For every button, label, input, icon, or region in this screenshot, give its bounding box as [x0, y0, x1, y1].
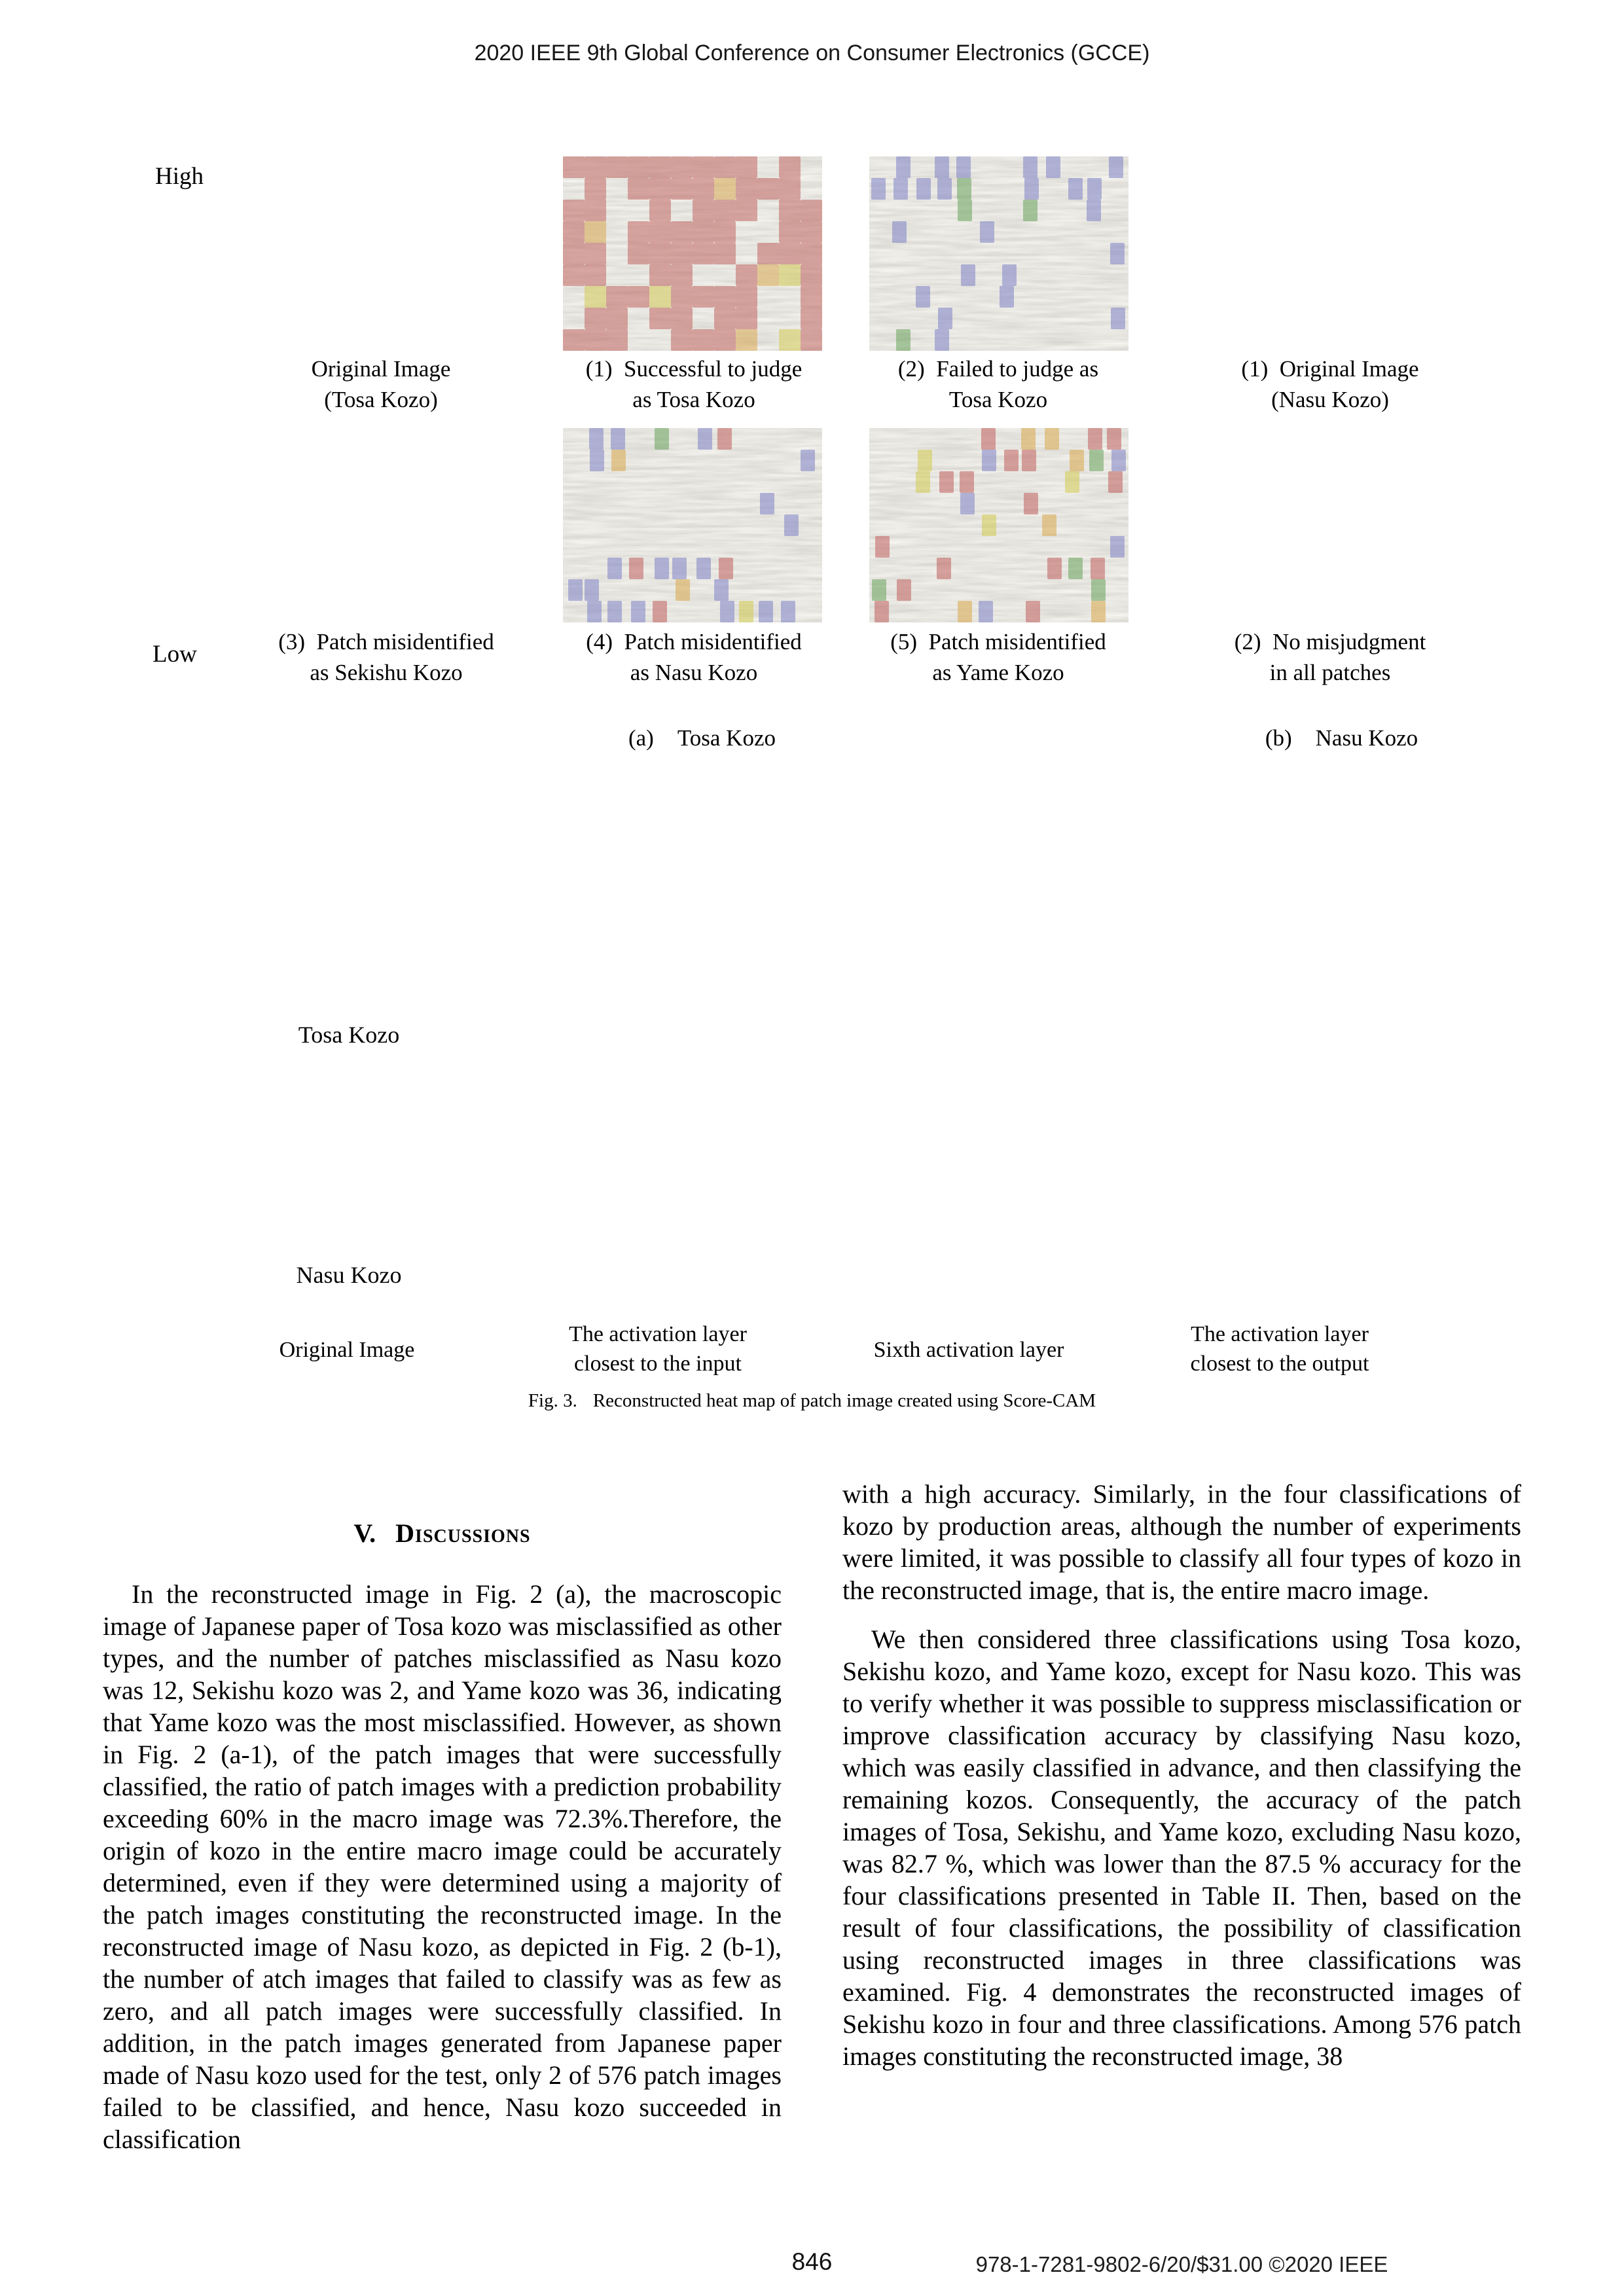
heat-patch-orange — [736, 329, 757, 351]
heatmap-scale-low-label: Low — [153, 641, 197, 668]
heat-patch-red — [693, 200, 714, 221]
heat-patch-red — [714, 156, 736, 178]
subfigure-text: Nasu Kozo — [1315, 725, 1418, 751]
subfigure-text: Tosa Kozo — [677, 725, 776, 751]
heat-patch-red — [649, 200, 671, 221]
heat-patch-red — [649, 178, 671, 200]
heat-patch-blue — [585, 579, 599, 601]
heat-patch-blue — [672, 558, 687, 579]
heat-patch-red — [897, 579, 911, 601]
heat-patch-green — [872, 579, 886, 601]
heat-patch-blue — [589, 428, 604, 450]
caption-3-sekishu — [229, 626, 543, 688]
heatmap-scale-high-label: High — [155, 163, 204, 190]
caption-line: (5) Patch misidentified — [890, 629, 1106, 655]
figure-caption-text: Reconstructed heat map of patch image created using Score-CAM — [592, 1390, 1096, 1411]
heat-patch-orange — [1021, 428, 1036, 450]
heat-patch-red — [671, 286, 693, 308]
caption-line: Tosa Kozo — [948, 387, 1048, 412]
section-number: V. — [353, 1518, 376, 1548]
heat-patch-red — [981, 428, 996, 450]
heat-patch-red — [1024, 493, 1038, 514]
heat-patch-blue — [979, 601, 993, 622]
heat-patch-blue — [960, 493, 975, 514]
caption-line: (4) Patch misidentified — [586, 629, 802, 655]
heat-patch-red — [693, 329, 714, 351]
figure-caption — [0, 1390, 1624, 1412]
col-label-original — [190, 1335, 504, 1365]
caption-original-nasu — [1173, 353, 1487, 415]
heat-patch-blue — [696, 558, 711, 579]
heat-patch-blue — [760, 493, 774, 514]
heat-patch-yellow — [739, 601, 753, 622]
caption-4-nasu — [537, 626, 851, 688]
caption-line: as Sekishu Kozo — [310, 660, 463, 685]
heat-patch-red — [585, 308, 606, 329]
caption-line: (Nasu Kozo) — [1271, 387, 1389, 412]
heat-patch-red — [585, 264, 606, 286]
heat-patch-red — [719, 558, 733, 579]
heat-patch-red — [1088, 428, 1102, 450]
heat-patch-red — [585, 329, 606, 351]
heat-patch-red — [649, 156, 671, 178]
subfigure-label-b — [1173, 699, 1487, 778]
heat-patch-yellow — [916, 471, 930, 493]
heat-patch-blue — [937, 178, 952, 200]
heat-patch-green — [896, 329, 911, 351]
heat-patch-red — [779, 200, 801, 221]
heat-patch-red — [606, 286, 628, 308]
heat-patch-yellow — [1065, 471, 1079, 493]
heat-patch-blue — [1111, 308, 1125, 329]
page-number: 846 — [791, 2248, 833, 2275]
heat-patch-red — [653, 601, 667, 622]
caption-1-successful — [537, 353, 851, 415]
heat-patch-orange — [714, 178, 736, 200]
heat-patch-blue — [1046, 156, 1060, 178]
heat-patch-yellow — [585, 286, 606, 308]
section-heading — [103, 1517, 782, 1549]
heat-patch-blue — [916, 178, 931, 200]
heat-patch-red — [757, 178, 779, 200]
heat-patch-red — [736, 200, 757, 221]
heat-patch-blue — [935, 329, 949, 351]
section-title: Discussions — [395, 1518, 531, 1548]
heat-patch-orange — [1070, 450, 1084, 471]
heat-patch-blue — [714, 579, 729, 601]
heat-patch-blue — [587, 601, 602, 622]
heat-patch-red — [628, 221, 649, 243]
heat-patch-red — [671, 264, 693, 286]
heat-patch-orange — [1091, 601, 1106, 622]
heat-patch-blue — [956, 156, 971, 178]
body-paragraph: In the reconstructed image in Fig. 2 (a), the macroscopic image of Japanese paper of Tosa kozo was misclassified as other types, and the number of patches misclassified as Nasu kozo was 12, Sekishu kozo was 2, and Yame kozo was 36, indicating that Yame kozo was the most misclassified. However, as shown in Fig. 2 (a-1), of the patch images that were successfully classified, the ratio of patch images with a prediction probability exceeding 60% in the macro image was 72.3%.Therefore, the origin of kozo in the entire macro image could be accurately determined, even if they were determined using a majority of the patch images constituting the reconstructed image. In the reconstructed image of Nasu kozo, as depicted in Fig. 2 (b-1), the number of atch images that failed to classify was as few as zero, and all patch images were successfully classified. In addition, in the patch images generated from Japanese paper made of Nasu kozo used for the test, only 2 of 576 patch images failed to be classified, and hence, Nasu kozo succeeded in classification — [103, 1579, 782, 2154]
heat-patch-blue — [1087, 178, 1102, 200]
heat-patch-red — [714, 221, 736, 243]
caption-line: Original Image — [279, 1338, 415, 1362]
heat-patch-blue — [935, 156, 949, 178]
heat-patch-blue — [1110, 536, 1125, 558]
heat-patch-yellow — [779, 264, 801, 286]
heat-patch-blue — [893, 178, 908, 200]
row-label-tosa: Tosa Kozo — [298, 1022, 400, 1048]
heat-patch-red — [736, 286, 757, 308]
heat-patch-green — [655, 428, 669, 450]
caption-line: (2) No misjudgment — [1234, 629, 1426, 655]
heat-patch-blue — [1024, 178, 1039, 200]
heat-patch-red — [563, 221, 585, 243]
heat-patch-blue — [938, 308, 952, 329]
heat-patch-red — [671, 221, 693, 243]
figure-caption-label: Fig. 3. — [528, 1390, 577, 1411]
heat-patch-red — [563, 329, 585, 351]
heat-patch-red — [1026, 601, 1040, 622]
heat-patch-red — [736, 308, 757, 329]
caption-line: as Nasu Kozo — [630, 660, 758, 685]
heatmap-image-misidentified-nasu — [563, 428, 822, 622]
heat-patch-red — [693, 243, 714, 264]
heat-patch-red — [563, 243, 585, 264]
caption-line: closest to the output — [1190, 1352, 1369, 1376]
heat-patch-blue — [784, 514, 799, 536]
heat-patch-blue — [982, 450, 996, 471]
caption-line: (1) Successful to judge — [585, 356, 803, 382]
heat-patch-red — [801, 243, 822, 264]
caption-line: The activation layer — [569, 1322, 747, 1346]
heat-patch-red — [693, 178, 714, 200]
heat-patch-red — [649, 308, 671, 329]
heat-patch-red — [671, 156, 693, 178]
heat-patch-red — [779, 243, 801, 264]
heat-patch-red — [693, 221, 714, 243]
heat-patch-red — [714, 200, 736, 221]
caption-line: in all patches — [1269, 660, 1391, 685]
heat-patch-orange — [1045, 428, 1059, 450]
heat-patch-blue — [631, 601, 645, 622]
heat-patch-red — [714, 308, 736, 329]
heat-patch-green — [1089, 450, 1104, 471]
heat-patch-red — [563, 200, 585, 221]
conference-header: 2020 IEEE 9th Global Conference on Consumer Electronics (GCCE) — [474, 41, 1150, 65]
heat-patch-green — [1068, 558, 1083, 579]
heat-patch-red — [671, 308, 693, 329]
col-label-closest-output — [1123, 1319, 1437, 1378]
heat-patch-blue — [1023, 156, 1038, 178]
heat-patch-red — [736, 264, 757, 286]
heat-patch-red — [939, 471, 954, 493]
heat-patch-red — [801, 221, 822, 243]
heatmap-image-tosa-successful — [563, 156, 822, 351]
heat-patch-orange — [958, 601, 972, 622]
heat-patch-orange — [1042, 514, 1056, 536]
heat-patch-red — [585, 178, 606, 200]
caption-line: as Yame Kozo — [932, 660, 1064, 685]
heat-patch-blue — [781, 601, 795, 622]
heat-patch-blue — [961, 264, 975, 286]
heat-patch-blue — [568, 579, 583, 601]
heat-patch-yellow — [649, 286, 671, 308]
subfigure-letter: (a) — [628, 725, 654, 751]
heat-patch-blue — [1110, 243, 1125, 264]
heat-patch-red — [606, 308, 628, 329]
col-label-sixth — [812, 1335, 1126, 1365]
heat-patch-green — [958, 200, 972, 221]
heat-patch-red — [585, 243, 606, 264]
heat-patch-red — [1047, 558, 1062, 579]
subfigure-label-a — [533, 699, 848, 778]
heat-patch-red — [779, 221, 801, 243]
heat-patch-blue — [1087, 200, 1101, 221]
body-paragraph: We then considered three classifications using Tosa kozo, Sekishu kozo, and Yame kozo, except for Nasu kozo. This was to verify whether it was possible to suppress misclassification or improve classification accuracy by classifying Nasu kozo, which was easily classified in advance, and then classifying the remaining kozos. Consequently, the accuracy of the patch images of Tosa, Sekishu, and Yame kozo, excluding Nasu kozo, was 82.7 %, which was lower than the 87.5 % accuracy for the four classifications presented in Table II. Then, based on the result of four classifications, the possibility of classification using reconstructed images in three classifications was examined. Fig. 4 demonstrates the reconstructed images of Sekishu kozo in four and three classifications. Among 576 patch images constituting the reconstructed image, 38 — [842, 1624, 1521, 2071]
heat-patch-red — [1004, 450, 1019, 471]
heat-patch-red — [801, 200, 822, 221]
heat-patch-red — [563, 264, 585, 286]
body-paragraph: with a high accuracy. Similarly, in the four classifications of kozo by production areas, although the number of experiments were limited, it was possible to classify all four types of kozo in the reconstructed image, that is, the entire macro image. — [842, 1479, 1521, 1605]
heat-patch-red — [714, 329, 736, 351]
heat-patch-blue — [1002, 264, 1017, 286]
heat-patch-red — [628, 286, 649, 308]
caption-line: The activation layer — [1191, 1322, 1369, 1346]
heat-patch-blue — [871, 178, 886, 200]
heat-patch-blue — [1068, 178, 1083, 200]
heat-patch-red — [1022, 450, 1036, 471]
heat-patch-red — [649, 221, 671, 243]
heatmap-image-tosa-failed — [869, 156, 1128, 351]
left-column — [103, 1517, 782, 2155]
heat-patch-red — [801, 264, 822, 286]
heat-patch-blue — [801, 450, 815, 471]
heat-patch-green — [1091, 579, 1106, 601]
heat-patch-red — [671, 243, 693, 264]
heat-patch-blue — [611, 428, 625, 450]
heat-patch-orange — [611, 450, 626, 471]
caption-line: Sixth activation layer — [873, 1338, 1064, 1362]
heat-patch-yellow — [918, 450, 932, 471]
heat-patch-red — [937, 558, 951, 579]
heat-patch-blue — [607, 558, 622, 579]
heat-patch-green — [957, 178, 971, 200]
heat-patch-orange — [676, 579, 690, 601]
heat-patch-red — [606, 329, 628, 351]
heat-patch-blue — [896, 156, 911, 178]
caption-2-no-misjudgment — [1173, 626, 1487, 688]
col-label-closest-input — [501, 1319, 815, 1378]
caption-line: Original Image — [311, 356, 451, 382]
right-column — [842, 1478, 1521, 2072]
caption-original-tosa — [224, 353, 538, 415]
copyright-notice: 978-1-7281-9802-6/20/$31.00 ©2020 IEEE — [975, 2252, 1388, 2276]
heat-patch-red — [714, 286, 736, 308]
caption-line: closest to the input — [574, 1352, 742, 1376]
heat-patch-green — [1023, 200, 1038, 221]
heat-patch-blue — [980, 221, 994, 243]
heat-patch-blue — [590, 450, 604, 471]
heat-patch-red — [801, 286, 822, 308]
heat-patch-red — [671, 178, 693, 200]
heat-patch-blue — [607, 601, 622, 622]
row-label-nasu: Nasu Kozo — [296, 1262, 402, 1288]
heat-patch-red — [779, 156, 801, 178]
heat-patch-yellow — [779, 329, 801, 351]
caption-line: (3) Patch misidentified — [278, 629, 494, 655]
heat-patch-red — [649, 243, 671, 264]
heat-patch-blue — [1000, 286, 1014, 308]
heat-patch-blue — [759, 601, 773, 622]
heat-patch-blue — [892, 221, 907, 243]
heat-patch-red — [628, 156, 649, 178]
heat-patch-red — [757, 243, 779, 264]
caption-2-failed — [841, 353, 1155, 415]
heat-patch-red — [717, 428, 732, 450]
heat-patch-red — [649, 264, 671, 286]
heat-patch-red — [714, 243, 736, 264]
heat-patch-red — [960, 471, 974, 493]
heat-patch-red — [1091, 558, 1105, 579]
heat-patch-blue — [1111, 450, 1126, 471]
heat-patch-yellow — [982, 514, 996, 536]
heat-patch-red — [628, 243, 649, 264]
heatmap-image-misidentified-yame — [869, 428, 1128, 622]
heat-patch-red — [693, 156, 714, 178]
caption-line: (Tosa Kozo) — [324, 387, 438, 412]
caption-5-yame — [841, 626, 1155, 688]
heat-patch-red — [779, 178, 801, 200]
caption-line: as Tosa Kozo — [632, 387, 755, 412]
heat-patch-red — [693, 286, 714, 308]
heat-patch-blue — [1109, 156, 1123, 178]
heat-patch-red — [736, 178, 757, 200]
heat-patch-orange — [585, 221, 606, 243]
heat-patch-blue — [655, 558, 669, 579]
heat-patch-red — [585, 200, 606, 221]
heat-patch-red — [801, 308, 822, 329]
heat-patch-red — [801, 329, 822, 351]
heat-patch-red — [563, 156, 585, 178]
heat-patch-blue — [720, 601, 734, 622]
heat-patch-blue — [916, 286, 930, 308]
subfigure-letter: (b) — [1265, 725, 1292, 751]
caption-line: (1) Original Image — [1241, 356, 1419, 382]
heat-patch-red — [629, 558, 643, 579]
heat-patch-red — [1107, 428, 1121, 450]
heat-patch-red — [671, 329, 693, 351]
caption-line: (2) Failed to judge as — [897, 356, 1099, 382]
heat-patch-red — [736, 156, 757, 178]
heat-patch-red — [1108, 471, 1123, 493]
heat-patch-red — [606, 156, 628, 178]
heat-patch-blue — [698, 428, 712, 450]
heat-patch-red — [628, 178, 649, 200]
heat-patch-red — [875, 601, 889, 622]
heat-patch-red — [585, 156, 606, 178]
heat-patch-red — [875, 536, 890, 558]
heat-patch-orange — [757, 264, 779, 286]
